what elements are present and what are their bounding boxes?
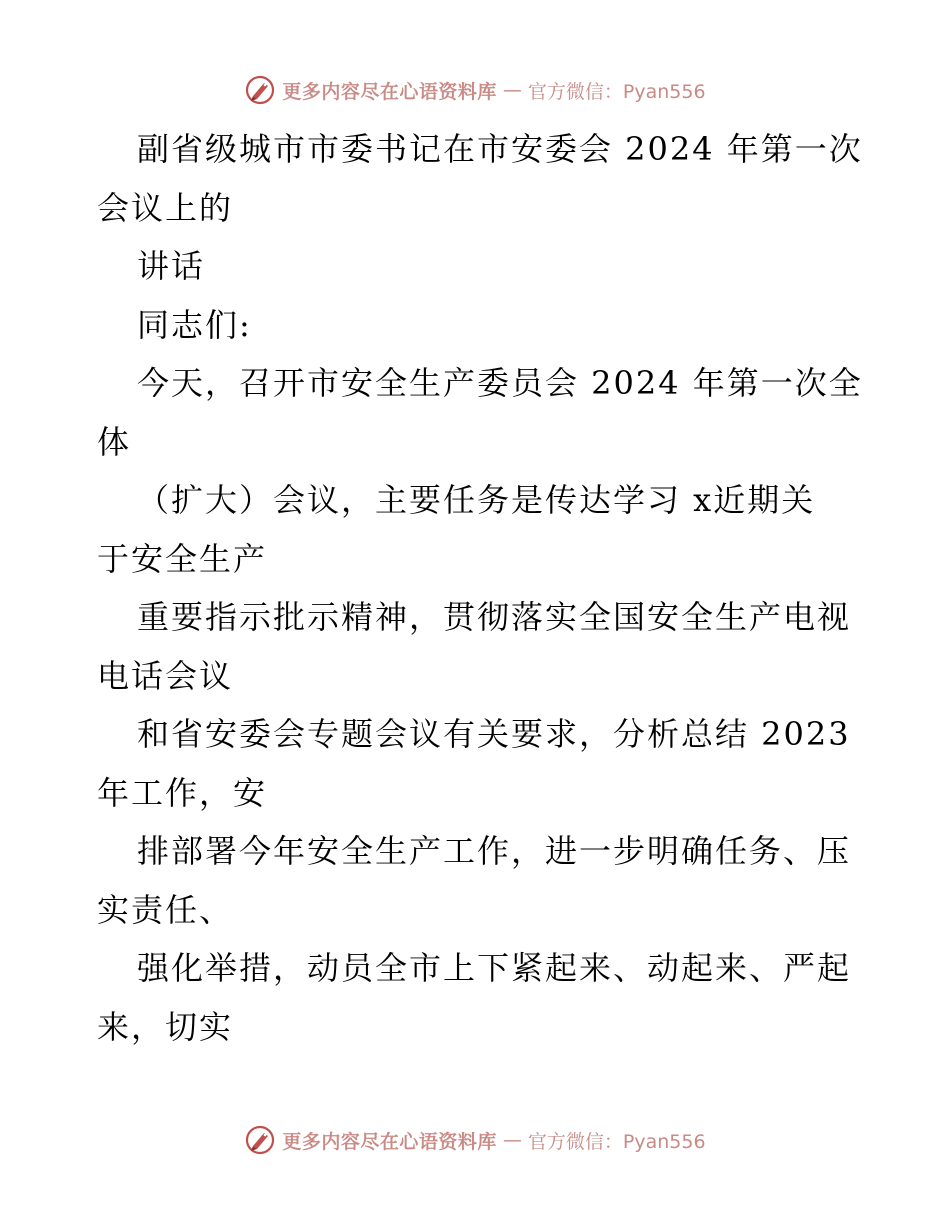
- paragraph-line: 年工作，安: [97, 773, 268, 812]
- watermark-wechat: 官方微信：Pyan556: [527, 1130, 706, 1153]
- paragraph-line: 体: [97, 422, 132, 461]
- paragraph-line: 实责任、: [97, 890, 234, 929]
- title-line-1: 副省级城市市委书记在市安委会 2024 年第一次: [137, 130, 863, 168]
- pen-logo-icon: [244, 74, 276, 106]
- paragraph-line: 重要指示批示精神，贯彻落实全国安全生产电视: [137, 598, 852, 636]
- paragraph-line: 于安全生产: [97, 539, 268, 578]
- paragraph-line: 电话会议: [97, 656, 234, 695]
- title-line-2: 会议上的: [97, 188, 234, 227]
- watermark-separator: —: [502, 79, 522, 101]
- watermark-text: 更多内容尽在心语资料库: [282, 80, 497, 103]
- header-watermark: [0, 70, 950, 110]
- title-line-3: 讲话: [137, 247, 206, 285]
- watermark-separator: —: [502, 1129, 522, 1151]
- paragraph-line: 今天，召开市安全生产委员会 2024 年第一次全: [137, 364, 863, 402]
- paragraph-line: 来，切实: [97, 1007, 234, 1046]
- paragraph-line: （扩大）会议，主要任务是传达学习 x近期关: [137, 481, 816, 519]
- pen-logo-icon: [244, 1124, 276, 1156]
- paragraph-line: 和省安委会专题会议有关要求，分析总结 2023: [137, 715, 851, 753]
- salutation: 同志们:: [137, 305, 252, 344]
- paragraph-line: 强化举措，动员全市上下紧起来、动起来、严起: [137, 949, 852, 987]
- watermark-text: 更多内容尽在心语资料库: [282, 1130, 497, 1153]
- footer-watermark: [0, 1120, 950, 1160]
- paragraph-line: 排部署今年安全生产工作，进一步明确任务、压: [137, 832, 852, 870]
- watermark-wechat: 官方微信：Pyan556: [527, 80, 706, 103]
- document-body: [97, 120, 863, 1056]
